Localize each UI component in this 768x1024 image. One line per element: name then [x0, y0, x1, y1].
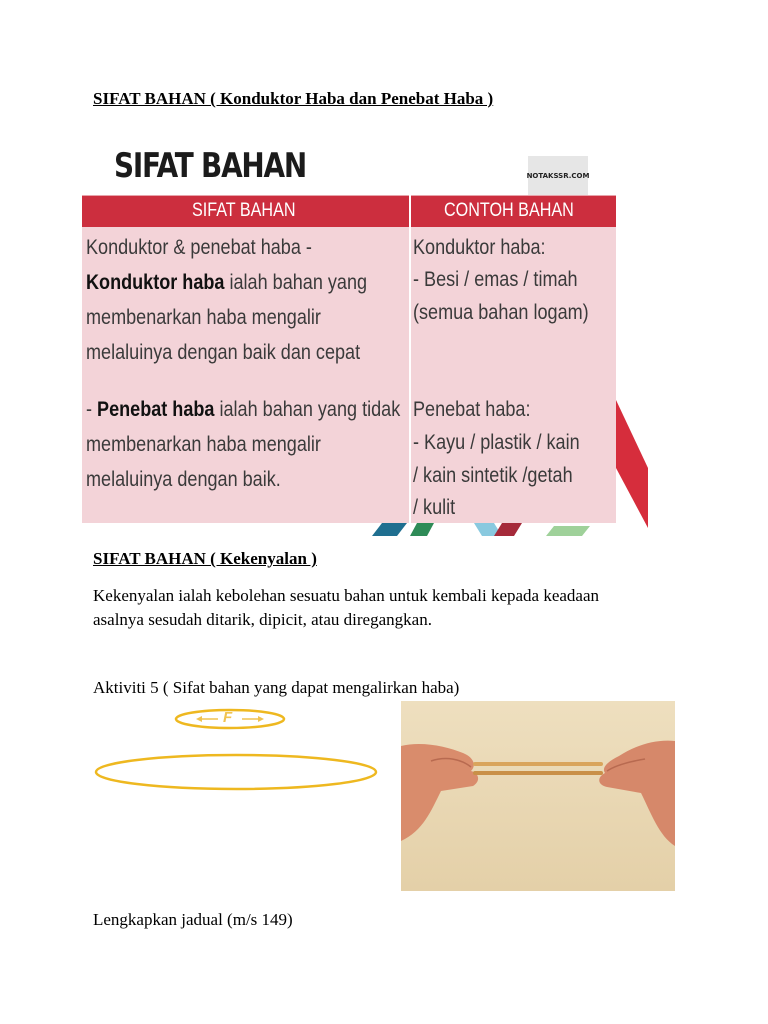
table-header — [82, 195, 616, 227]
left-line-6: membenarkan haba mengalir — [86, 433, 321, 456]
header-sifat-bahan: SIFAT BAHAN — [192, 200, 296, 221]
stretched-band — [96, 755, 376, 789]
term-konduktor-haba: Konduktor haba — [86, 271, 225, 294]
column-divider — [409, 195, 411, 523]
infographic-table — [82, 195, 616, 523]
right-line-7: / kulit — [413, 496, 456, 519]
rubber-band-photo — [401, 701, 675, 891]
infographic-sifat-bahan — [82, 138, 650, 538]
left-line-1: Konduktor & penebat haba - — [86, 236, 312, 259]
right-line-6: / kain sintetik /getah — [413, 464, 573, 487]
right-line-4: Penebat haba: — [413, 398, 531, 421]
right-line-5: - Kayu / plastik / kain — [413, 431, 580, 454]
left-line-4: melaluinya dengan baik dan cepat — [86, 341, 361, 364]
force-label: F — [223, 709, 233, 726]
section-heading-kekenyalan: SIFAT BAHAN ( Kekenyalan ) — [93, 549, 317, 568]
kekenyalan-definition: Kekenyalan ialah kebolehan sesuatu bahan untuk kembali kepada keadaan asalnya sesudah ditarik, dipicit, atau diregangkan. — [93, 586, 600, 629]
left-line-3: membenarkan haba mengalir — [86, 306, 321, 329]
rubber-band-drawing — [90, 704, 386, 804]
instruction-text: Lengkapkan jadual (m/s 149) — [93, 910, 293, 929]
rubber-band-illustration — [90, 704, 386, 804]
right-line-1: Konduktor haba: — [413, 236, 546, 259]
term-penebat-haba: Penebat haba — [97, 398, 215, 421]
activity-title: Aktiviti 5 ( Sifat bahan yang dapat mengalirkan haba) — [93, 678, 460, 697]
hands-stretching-band — [401, 701, 675, 891]
infographic-title: SIFAT BAHAN — [114, 146, 306, 186]
left-line-5: - Penebat haba ialah bahan yang tidak — [86, 398, 401, 421]
left-line-7: melaluinya dengan baik. — [86, 468, 281, 491]
right-line-2: - Besi / emas / timah — [413, 268, 578, 291]
header-contoh-bahan: CONTOH BAHAN — [444, 200, 574, 221]
notakssr-logo: NOTAKSSR.COM — [528, 156, 588, 196]
right-line-3: (semua bahan logam) — [413, 301, 589, 324]
left-line-2: Konduktor haba ialah bahan yang — [86, 271, 368, 294]
section-heading-conductor: SIFAT BAHAN ( Konduktor Haba dan Penebat Haba ) — [93, 89, 494, 108]
